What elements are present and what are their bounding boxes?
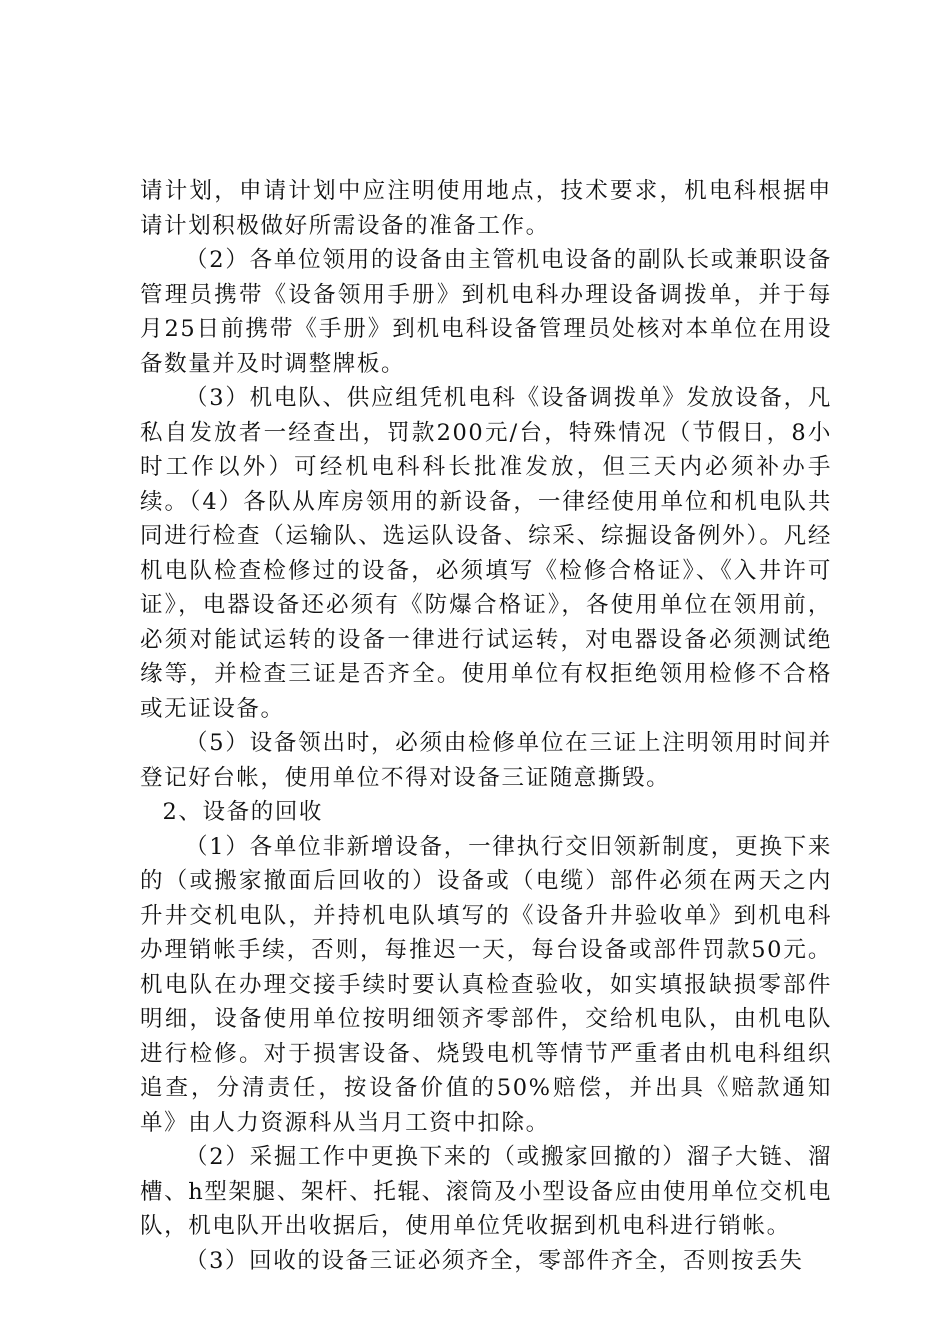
paragraph-7: （3）回收的设备三证必须齐全，零部件齐全，否则按丢失 xyxy=(185,1247,804,1274)
section-heading-equipment-recovery: 2、设备的回收 xyxy=(162,799,324,825)
paragraph-2: （2）各单位领用的设备由主管机电设备的副队长或兼职设备管理员携带《设备领用手册》到机电科办理设备调拨单，并于每月25日前携带《手册》到机电科设备管理员处核对本单位在用设备数量并及时调整牌板。 xyxy=(140,247,832,377)
paragraph-5: （1）各单位非新增设备，一律执行交旧领新制度，更换下来的（或搬家撤面后回收的）设备或（电缆）部件必须在两天之内升井交机电队，并持机电队填写的《设备升井验收单》到机电科办理销帐手续，否则，每推迟一天，每台设备或部件罚款50元。机电队在办理交接手续时要认真检查验收，如实填报缺损零部件明细，设备使用单位按明细领齐零部件，交给机电队，由机电队进行检修。对于损害设备、烧毁电机等情节严重者由机电科组织追查，分清责任，按设备价值的50%赔偿，并出具《赔款通知单》由人力资源科从当月工资中扣除。 xyxy=(140,833,832,1136)
paragraph-1: 请计划，申请计划中应注明使用地点，技术要求，机电科根据申请计划积极做好所需设备的准备工作。 xyxy=(140,178,832,239)
paragraph-4: （5）设备领出时，必须由检修单位在三证上注明领用时间并登记好台帐，使用单位不得对设备三证随意撕毁。 xyxy=(140,730,832,791)
paragraph-6: （2）采掘工作中更换下来的（或搬家回撤的）溜子大链、溜槽、h型架腿、架杆、托辊、滚筒及小型设备应由使用单位交机电队，机电队开出收据后，使用单位凭收据到机电科进行销帐。 xyxy=(140,1144,832,1239)
document-body xyxy=(140,174,832,1278)
paragraph-3: （3）机电队、供应组凭机电科《设备调拨单》发放设备，凡私自发放者一经查出，罚款200元/台，特殊情况（节假日，8小时工作以外）可经机电科科长批准发放，但三天内必须补办手续。（4）各队从库房领用的新设备，一律经使用单位和机电队共同进行检查（运输队、选运队设备、综采、综掘设备例外）。凡经机电队检查检修过的设备，必须填写《检修合格证》、《入井许可证》，电器设备还必须有《防爆合格证》，各使用单位在领用前，必须对能试运转的设备一律进行试运转，对电器设备必须测试绝缘等，并检查三证是否齐全。使用单位有权拒绝领用检修不合格或无证设备。 xyxy=(140,385,832,722)
